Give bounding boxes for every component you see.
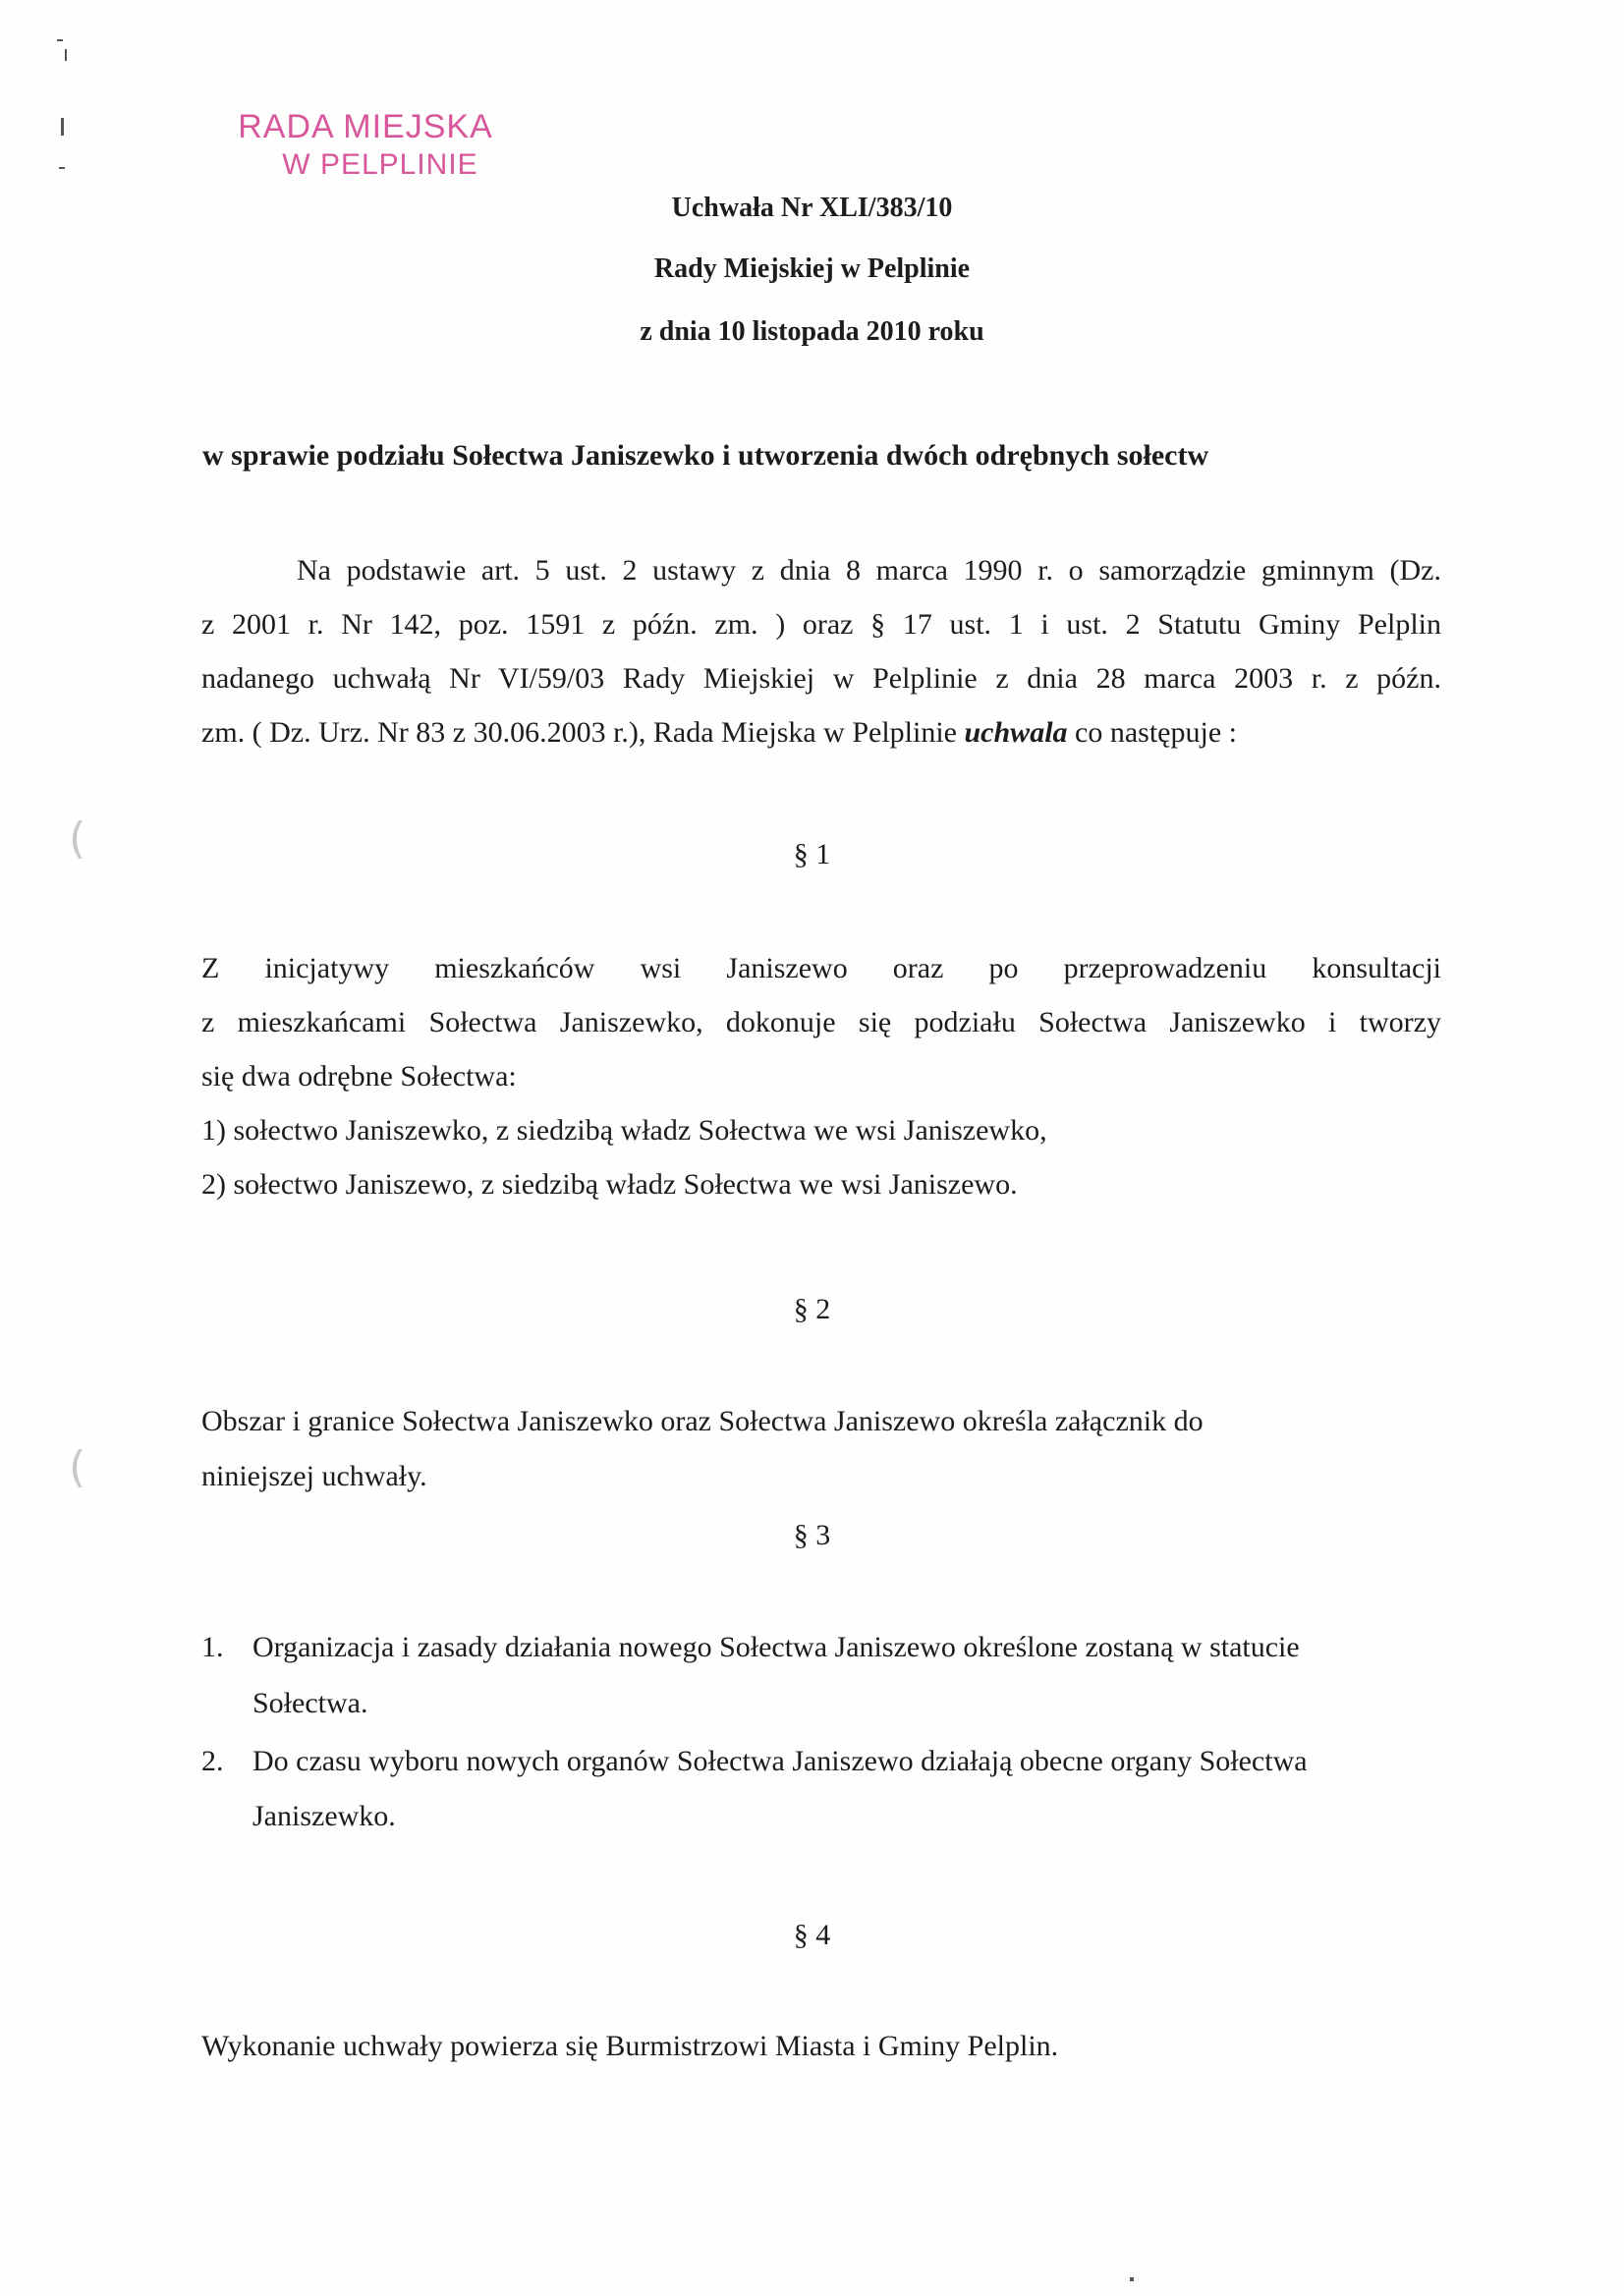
preamble-line-4-end: co następuje :	[1067, 716, 1237, 749]
section-1-line-2: z mieszkańcami Sołectwa Janiszewko, dokonuje się podziału Sołectwa Janiszewko i tworzy	[201, 1006, 1441, 1038]
section-3-item-2-line-2: Janiszewko.	[252, 1800, 396, 1832]
scan-speck	[57, 39, 63, 41]
preamble-line-3: nadanego uchwałą Nr VI/59/03 Rady Miejskiej w Pelplinie z dnia 28 marca 2003 r. z późn.	[201, 662, 1441, 695]
margin-mark: (	[69, 813, 86, 864]
section-3-item-2-line-1: Do czasu wyboru nowych organów Sołectwa Janiszewo działają obecne organy Sołectwa	[252, 1745, 1308, 1777]
section-1-line-1: Z inicjatywy mieszkańców wsi Janiszewo oraz po przeprowadzeniu konsultacji	[201, 952, 1441, 984]
section-2-mark: § 2	[793, 1293, 831, 1325]
stamp-line-1: RADA MIEJSKA	[238, 108, 493, 145]
stamp-line-2: W PELPLINIE	[282, 148, 478, 181]
margin-mark: (	[69, 1442, 86, 1492]
scan-speck	[59, 167, 65, 169]
section-4-line-1: Wykonanie uchwały powierza się Burmistrzowi Miasta i Gminy Pelplin.	[201, 2030, 1059, 2062]
section-1-mark: § 1	[793, 838, 831, 870]
preamble-line-4-text: zm. ( Dz. Urz. Nr 83 z 30.06.2003 r.), Rada Miejska w Pelplinie	[201, 716, 965, 749]
resolution-number: Uchwała Nr XLI/383/10	[671, 193, 953, 223]
resolution-date: z dnia 10 listopada 2010 roku	[640, 316, 984, 347]
preamble-line-1: Na podstawie art. 5 ust. 2 ustawy z dnia 8 marca 1990 r. o samorządzie gminnym (Dz.	[297, 554, 1441, 587]
resolution-subject: w sprawie podziału Sołectwa Janiszewko i utworzenia dwóch odrębnych sołectw	[202, 439, 1209, 472]
council-stamp	[218, 108, 513, 182]
preamble-line-2: z 2001 r. Nr 142, poz. 1591 z późn. zm. ) oraz § 17 ust. 1 i ust. 2 Statutu Gminy Pelplin	[201, 608, 1441, 641]
section-3-item-1-line-2: Sołectwa.	[252, 1687, 368, 1719]
section-1-line-3: się dwa odrębne Sołectwa:	[201, 1060, 517, 1092]
scan-speck	[61, 118, 64, 136]
section-2-line-1: Obszar i granice Sołectwa Janiszewko oraz Sołectwa Janiszewo określa załącznik do	[201, 1405, 1204, 1437]
section-1-item-2: 2) sołectwo Janiszewo, z siedzibą władz Sołectwa we wsi Janiszewo.	[201, 1168, 1018, 1201]
section-1-item-1: 1) sołectwo Janiszewko, z siedzibą władz Sołectwa we wsi Janiszewko,	[201, 1114, 1047, 1147]
section-2-line-2: niniejszej uchwały.	[201, 1460, 427, 1492]
section-3-item-1-number: 1.	[201, 1631, 224, 1663]
preamble-line-4	[201, 705, 1441, 759]
section-3-item-2-number: 2.	[201, 1745, 224, 1777]
preamble-emphasis: uchwala	[964, 716, 1068, 749]
preamble	[201, 543, 1441, 759]
council-name: Rady Miejskiej w Pelplinie	[653, 253, 971, 284]
section-4-mark: § 4	[793, 1919, 831, 1951]
scan-speck	[1130, 2277, 1134, 2281]
scan-speck	[65, 49, 67, 61]
section-3-item-1-line-1: Organizacja i zasady działania nowego Sołectwa Janiszewo określone zostaną w statucie	[252, 1631, 1300, 1663]
section-3-mark: § 3	[793, 1519, 831, 1551]
